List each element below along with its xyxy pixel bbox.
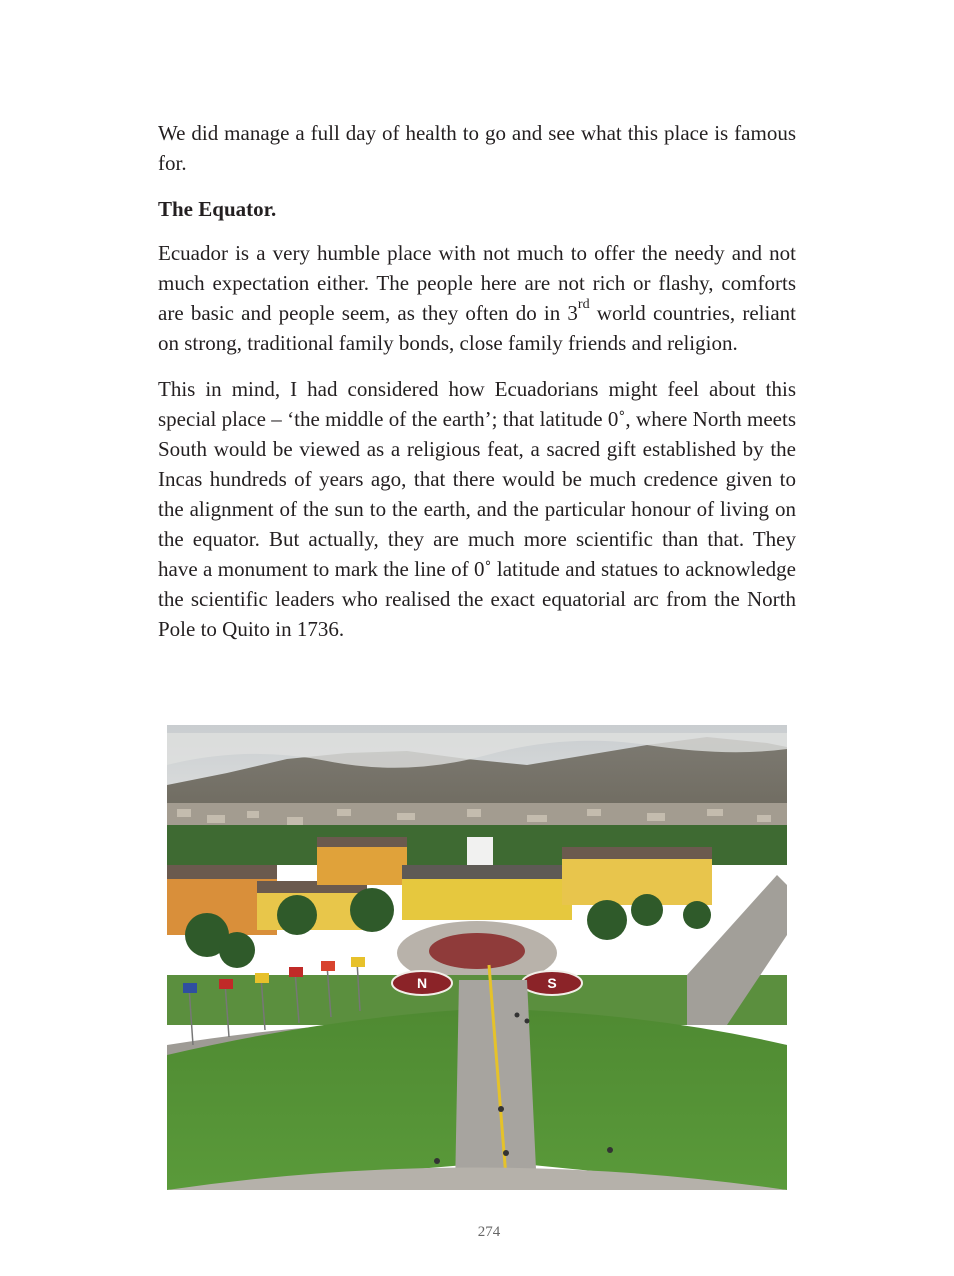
ecuador-text-end: world countries, reliant on strong, traditional family bonds, close family friends and religion. — [158, 301, 796, 355]
left-lawn — [167, 1010, 465, 1190]
section-heading: The Equator. — [158, 197, 277, 221]
equator-monument-photo — [167, 725, 787, 1190]
north-label: N — [416, 975, 428, 991]
central-path — [455, 980, 537, 1190]
ecuador-text-start: Ecuador is a very humble place with not much to offer the needy and not much expectation either. The people here are not rich or flashy, comforts are basic and people seem, as they often do in 3 — [158, 241, 796, 325]
south-label: S — [547, 975, 557, 991]
ordinal-superscript: rd — [577, 297, 590, 312]
latitude-paragraph: This in mind, I had considered how Ecuadorians might feel about this special place – ‘the middle of the earth’; that latitude 0˚, where North meets South would be viewed as a religious feat, a sacred gift established by the Incas hundreds of years ago, that there would be much credence given to the alignment of the sun to the earth, and the particular honour of living on the equator. But actually, they are much more scientific than that. They have a monument to mark the line of 0˚ latitude and statues to acknowledge the scientific leaders who realised the exact equatorial arc from the North Pole to Quito in 1736. — [158, 377, 796, 641]
right-lawn — [527, 1010, 787, 1190]
intro-paragraph: We did manage a full day of health to go and see what this place is famous for. — [158, 121, 796, 175]
ecuador-paragraph — [158, 238, 796, 358]
page-number: 274 — [477, 1224, 501, 1240]
text-column — [158, 118, 796, 644]
